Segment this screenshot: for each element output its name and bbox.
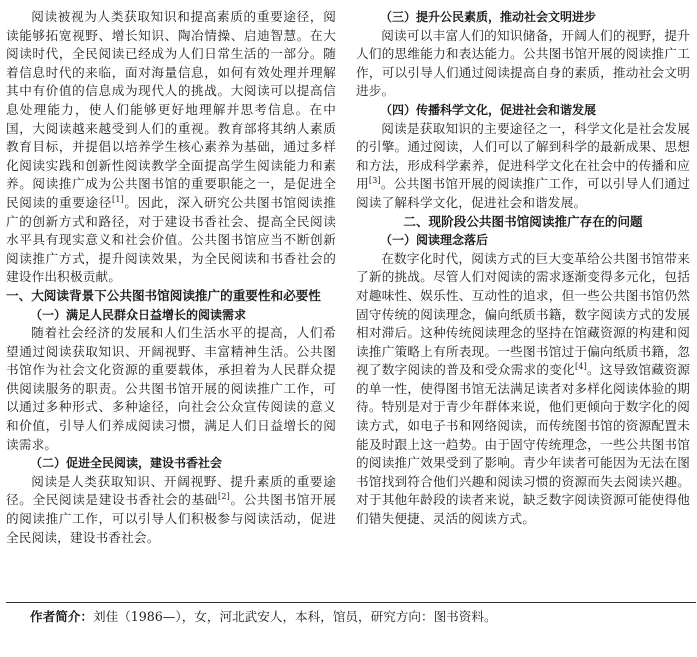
subsection-5-heading: （一）阅读理念落后 [380,233,489,248]
subsection-3-heading: （三）提升公民素质，推动社会文明进步 [380,10,597,24]
subsection-2-heading: （二）促进全民阅读，建设书香社会 [30,456,223,471]
footnote-divider [6,602,696,603]
subsection-3-paragraph: 阅读可以丰富人们的知识储备，开阔人们的视野，提升人们的思维能力和表达能力。公共图书馆开展的阅读推广工作，可以引导人们通过阅读提高自身的素质，推动社会文明进步。 [356,27,690,99]
subsection-4-heading: （四）传播科学文化，促进社会和谐发展 [380,102,597,117]
section-2-heading: 二、现阶段公共图书馆阅读推广存在的问题 [403,213,643,229]
intro-text: 阅读被视为人类获取知识和提高素质的重要途径，阅读能够拓宽视野、增长知识、陶冶情操、启迪智慧。在大阅读时代，全民阅读已经成为人们日常生活的一部分。随着信息时代的来临，面对海量信息，如何有效处理并理解其中有价值的信息成为现代人的挑战。大阅读可以提高信息处理能力，使人们能够更好地理解并思考信息。在中国，大阅读越来越受到人们的重视。教育部将其纳人素质教育目标，并提倡以培养学生核心素养为基础，通过多样化阅读实践和创新性阅读教学全面提高学生阅读能力和素养。阅读推广成为公共图书馆的重要职能之一，是促进全民阅读的重要途径 [6,9,336,210]
footnote-text: 刘佳（1986—），女，河北武安人，本科，馆员，研究方向：图书资料。 [92,609,497,624]
citation-2: [2] [218,492,230,502]
citation-4: [4] [575,362,587,372]
subsection-2-paragraph [6,473,336,547]
intro-tail-text: 。因此，深入研究公共图书馆阅读推广的创新方式和路径，对于建设书香社会、提高全民阅读水平具有现实意义和社会价值。公共图书馆应当不断创新阅读推广方式，提升阅读效果，为全民阅读和书香社会的建设作出积极贡献。 [6,194,337,285]
citation-3: [3] [368,176,381,186]
footnote-label: 作者简介： [30,609,93,624]
author-footnote [30,608,690,626]
subsection-4-paragraph [356,120,690,213]
subsection-1-heading: （一）满足人民群众日益增长的阅读需求 [30,307,247,322]
section-1-heading: 一、大阅读背景下公共图书馆阅读推广的重要性和必要性 [6,287,321,303]
intro-paragraph [6,8,336,287]
citation-1: [1] [112,194,124,204]
left-column [6,8,336,547]
subsection-4-text: 阅读是获取知识的主要途径之一，科学文化是社会发展的引擎。通过阅读，人们可以了解到科学的最新成果、思想和方法，形成科学素养，促进科学文化在社会中的传播和应用 [356,120,690,192]
subsection-4-tail-text: 。公共图书馆开展的阅读推广工作，可以引导人们通过阅读了解科学文化，促进社会和谐发展。 [356,176,690,210]
subsection-2-text: 阅读是人类获取知识、开阔视野、提升素质的重要途径。全民阅读是建设书香社会的基础 [6,473,336,508]
subsection-5-text-b: 。这导致馆藏资源的单一性，使得图书馆无法满足读者对多样化阅读体验的期待。特别是对于青少年群体来说，他们更倾向于数字化的阅读方式，如电子书和网络阅读，而传统图书馆的资源配置未能及时跟上这一趋势。由于固守传统理念，一些公共图书馆的阅读推广效果受到了影响。青少年读者可能因为无法在图书馆找到符合他们兴趣和阅读习惯的资源而失去阅读兴趣。对于其他年龄段的读者来说，缺乏数字阅读资源可能使得他们错失便捷、灵活的阅读方式。 [356,362,690,527]
subsection-2-tail-text: 。公共图书馆开展的阅读推广工作，可以引导人们积极参与阅读活动，促进全民阅读，建设书香社会。 [6,492,337,545]
subsection-1-paragraph: 随着社会经济的发展和人们生活水平的提高，人们希望通过阅读获取知识、开阔视野、丰富精神生活。公共图书馆作为社会文化资源的重要载体，承担着为人民群众提供阅读服务的职责。公共图书馆开展的阅读推广工作，可以通过多种形式、多种途径，向社会公众宣传阅读的意义和价值，引导人们养成阅读习惯，满足人们日益增长的阅读需求。 [6,325,336,452]
right-column [356,8,690,529]
subsection-5-paragraph [356,250,690,529]
subsection-5-text-a: 在数字化时代，阅读方式的巨大变革给公共图书馆带来了新的挑战。尽管人们对阅读的需求逐渐变得多元化，包括对趣味性、娱乐性、互动性的追求，但一些公共图书馆仍然固守传统的阅读理念，偏向纸质书籍，数字阅读方式的发展相对滞后。这种传统阅读理念的坚持在馆藏资源的构建和阅读推广策略上有所表现。一些图书馆过于偏向纸质书籍，忽视了数字阅读的普及和受众需求的变化 [356,250,690,378]
